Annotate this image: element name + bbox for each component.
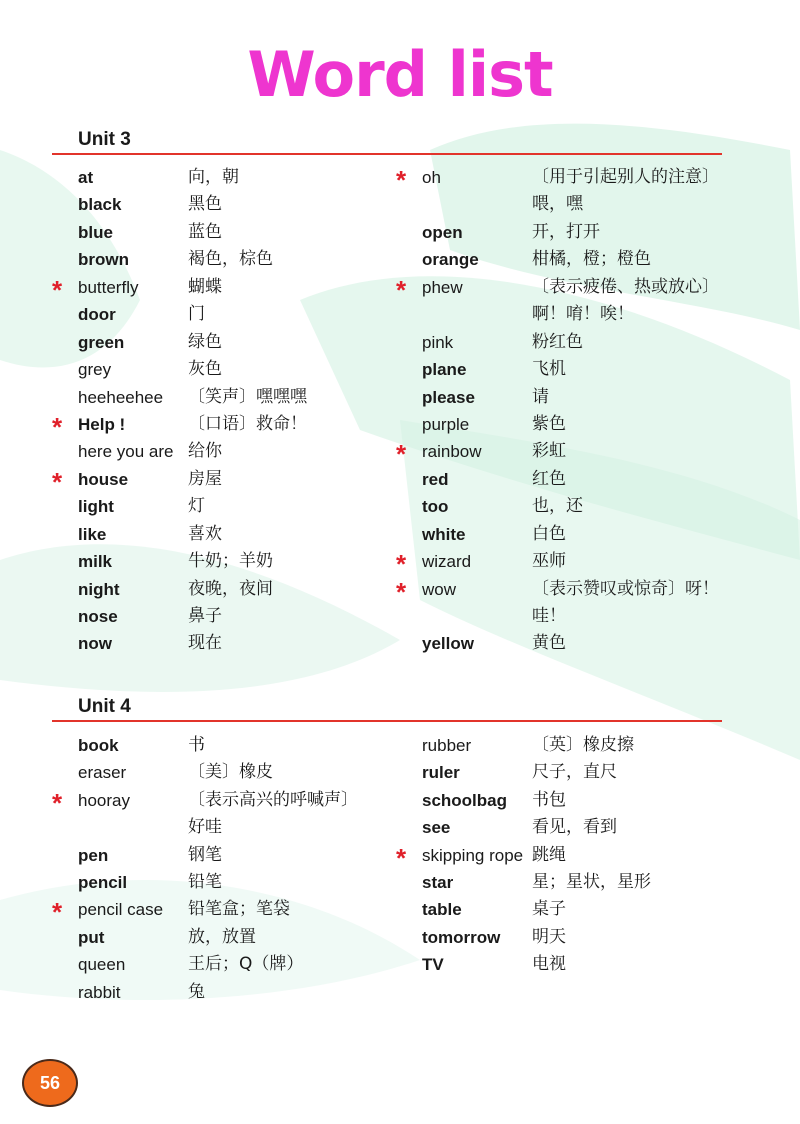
star-icon: * [396, 842, 407, 873]
english-word: rabbit [78, 982, 121, 1002]
chinese-meaning: 看见，看到 [532, 817, 617, 838]
chinese-meaning: 绿色 [188, 331, 222, 352]
chinese-meaning: 黄色 [532, 633, 566, 654]
english-word: rainbow [422, 442, 482, 462]
chinese-meaning: 电视 [532, 954, 566, 975]
chinese-meaning: 星；星状，星形 [532, 871, 651, 892]
english-word: please [422, 387, 475, 407]
chinese-meaning: 飞机 [532, 359, 566, 380]
chinese-meaning: 请 [532, 386, 549, 407]
chinese-meaning: 王后；Q（牌） [188, 954, 304, 975]
chinese-meaning: 白色 [532, 523, 566, 544]
english-word: eraser [78, 763, 127, 783]
english-word: now [78, 634, 112, 654]
chinese-meaning: 〔表示疲倦、热或放心〕 [532, 276, 719, 297]
english-word: black [78, 195, 122, 215]
chinese-meaning: 蓝色 [188, 221, 222, 242]
english-word: milk [78, 552, 113, 572]
page-title: Word list [247, 38, 553, 111]
english-word: purple [422, 414, 470, 434]
english-word: blue [78, 222, 113, 242]
english-word: wow [422, 579, 457, 599]
english-word: TV [422, 955, 444, 975]
english-word: grey [78, 360, 112, 380]
chinese-meaning: 门 [188, 304, 205, 325]
chinese-meaning: 牛奶；羊奶 [188, 551, 273, 572]
english-word: pencil case [78, 900, 164, 920]
english-word: butterfly [78, 277, 139, 297]
page-number-badge: 56 [22, 1059, 78, 1107]
english-word: pink [422, 332, 454, 352]
english-word: nose [78, 607, 118, 626]
english-word: Help ! [78, 414, 126, 434]
english-word: house [78, 469, 129, 489]
chinese-meaning: 书包 [532, 789, 566, 810]
chinese-meaning: 明天 [532, 926, 566, 947]
chinese-meaning: 〔英〕橡皮擦 [532, 735, 634, 755]
english-word: schoolbag [422, 790, 508, 810]
chinese-meaning: 巫师 [532, 551, 566, 572]
english-word: hooray [78, 790, 130, 810]
chinese-meaning: 尺子，直尺 [532, 762, 617, 783]
chinese-meaning: 钢笔 [188, 844, 222, 865]
chinese-meaning: 放，放置 [188, 926, 256, 947]
star-icon: * [52, 897, 63, 928]
english-word: too [422, 497, 449, 517]
chinese-meaning: 兔 [188, 981, 205, 1002]
english-word: tomorrow [422, 927, 501, 947]
chinese-meaning: 蝴蝶 [188, 276, 222, 297]
english-word: phew [422, 277, 463, 297]
english-word: open [422, 222, 463, 242]
english-word: like [78, 524, 107, 544]
english-word: brown [78, 250, 129, 270]
english-word: plane [422, 360, 467, 380]
chinese-meaning: 开，打开 [532, 221, 600, 242]
chinese-meaning: 房屋 [188, 468, 222, 489]
english-word: table [422, 900, 462, 920]
chinese-meaning: 给你 [188, 441, 222, 462]
english-word: star [422, 872, 454, 892]
english-word: book [78, 736, 119, 755]
chinese-meaning: 〔用于引起别人的注意〕 [532, 167, 719, 187]
chinese-meaning: 〔美〕橡皮 [188, 762, 273, 783]
chinese-meaning: 〔表示高兴的呼喊声〕 [188, 789, 358, 810]
chinese-meaning: 红色 [532, 468, 566, 489]
chinese-meaning: 桌子 [532, 899, 566, 920]
star-icon: * [52, 787, 63, 818]
english-word: queen [78, 955, 126, 975]
chinese-meaning: 灯 [188, 496, 205, 517]
english-word: red [422, 469, 449, 489]
chinese-meaning: 铅笔 [188, 871, 222, 892]
unit-heading: Unit 4 [78, 696, 131, 717]
english-word: see [422, 818, 451, 838]
english-word: rubber [422, 736, 472, 755]
unit-divider [52, 153, 722, 155]
star-icon: * [396, 576, 407, 607]
unit-divider [52, 720, 722, 722]
english-word: night [78, 579, 120, 599]
chinese-meaning: 也，还 [532, 496, 583, 517]
chinese-meaning: 粉红色 [532, 331, 583, 352]
chinese-meaning: 〔表示赞叹或惊奇〕呀！ [532, 578, 719, 599]
chinese-meaning: 哇！ [532, 606, 566, 626]
star-icon: * [396, 439, 407, 470]
star-icon: * [396, 274, 407, 305]
english-word: pencil [78, 872, 128, 892]
chinese-meaning: 跳绳 [532, 844, 566, 865]
star-icon: * [396, 549, 407, 580]
english-word: yellow [422, 634, 474, 654]
unit-heading: Unit 3 [78, 129, 131, 150]
english-word: door [78, 305, 116, 325]
chinese-meaning: 紫色 [532, 413, 566, 434]
chinese-meaning: 铅笔盒；笔袋 [188, 899, 290, 920]
english-word: white [422, 524, 466, 544]
chinese-meaning: 喜欢 [188, 523, 222, 544]
chinese-meaning: 〔口语〕救命！ [188, 413, 307, 434]
english-word: pen [78, 845, 109, 865]
chinese-meaning: 黑色 [188, 194, 222, 215]
english-word: at [78, 168, 94, 187]
chinese-meaning: 向，朝 [188, 167, 239, 187]
chinese-meaning: 灰色 [188, 359, 222, 380]
chinese-meaning: 彩虹 [532, 441, 566, 462]
star-icon: * [52, 274, 63, 305]
chinese-meaning: 好哇 [188, 817, 222, 838]
english-word: oh [422, 168, 441, 187]
star-icon: * [52, 466, 63, 497]
chinese-meaning: 〔笑声〕嘿嘿嘿 [188, 386, 307, 407]
chinese-meaning: 现在 [188, 633, 222, 654]
english-word: here you are [78, 442, 174, 462]
chinese-meaning: 褐色，棕色 [188, 249, 273, 270]
chinese-meaning: 喂，嘿 [532, 194, 583, 215]
english-word: ruler [422, 763, 460, 783]
english-word: put [78, 927, 105, 947]
chinese-meaning: 啊！唷！唉！ [532, 304, 634, 325]
english-word: green [78, 332, 125, 352]
english-word: skipping rope [422, 845, 524, 865]
english-word: orange [422, 250, 479, 270]
chinese-meaning: 书 [188, 735, 205, 755]
star-icon: * [396, 165, 407, 195]
chinese-meaning: 柑橘，橙；橙色 [532, 249, 651, 270]
english-word: heeheehee [78, 387, 164, 407]
english-word: light [78, 497, 114, 517]
chinese-meaning: 鼻子 [188, 606, 222, 626]
english-word: wizard [422, 552, 472, 572]
star-icon: * [52, 411, 63, 442]
chinese-meaning: 夜晚，夜间 [188, 578, 273, 599]
